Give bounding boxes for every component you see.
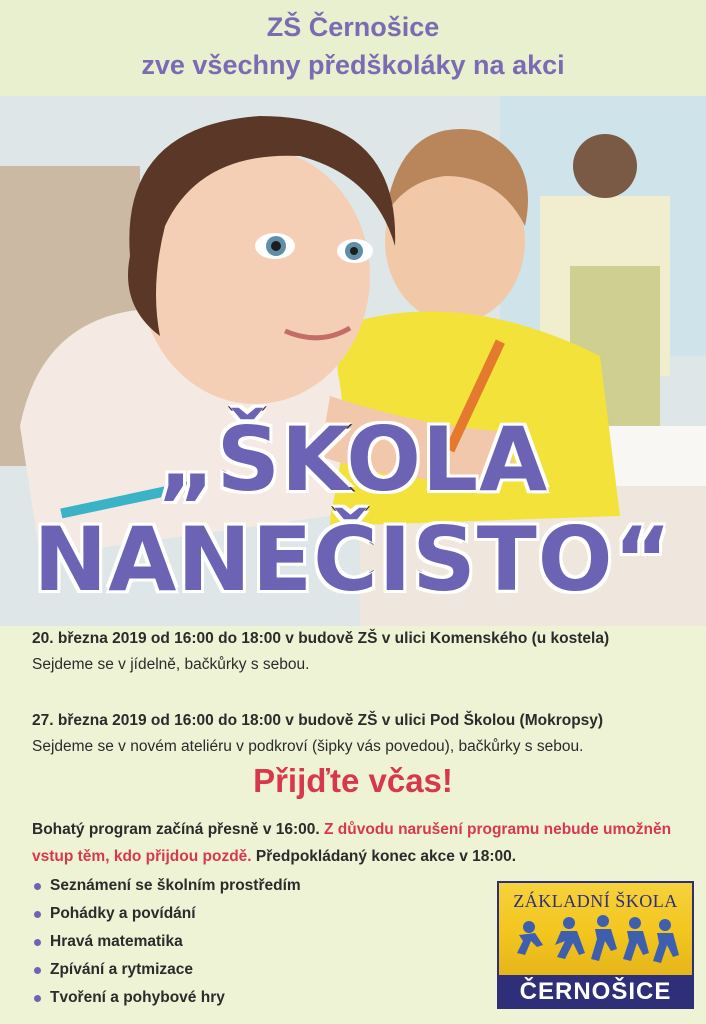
bullet-icon bbox=[34, 883, 41, 890]
logo-bottom-text: ČERNOŠICE bbox=[519, 978, 672, 1005]
title-line-2: NANEČISTO“ bbox=[33, 508, 673, 611]
bullet-icon bbox=[34, 939, 41, 946]
header-invitation: zve všechny předškoláky na akci bbox=[141, 50, 565, 80]
logo-bottom bbox=[499, 975, 692, 1007]
event-2 bbox=[32, 712, 603, 756]
come-on-time-heading: Přijďte včas! bbox=[253, 762, 453, 799]
list-item: Zpívání a rytmizace bbox=[34, 956, 301, 984]
list-item: Tvoření a pohybové hry bbox=[34, 984, 301, 1012]
header-school-name: ZŠ Černošice bbox=[266, 12, 440, 42]
event-1-when: 20. března 2019 od 16:00 do 18:00 v budově ZŠ v ulici Komenského (u kostela) bbox=[32, 630, 610, 647]
program-info bbox=[32, 816, 697, 870]
logo-top bbox=[499, 883, 692, 975]
event-2-when: 27. března 2019 od 16:00 do 18:00 v budově ZŠ v ulici Pod Školou (Mokropsy) bbox=[32, 712, 604, 729]
program-start: Bohatý program začíná přesně v 16:00. bbox=[32, 821, 325, 838]
header bbox=[0, 0, 706, 96]
activity-list bbox=[34, 872, 301, 1012]
program-late-warning: Z důvodu narušení programu nebude umožněn vstup těm, kdo přijdou pozdě. bbox=[32, 821, 672, 865]
list-item: Hravá matematika bbox=[34, 928, 301, 956]
bullet-icon bbox=[34, 911, 41, 918]
program-end: Předpokládaný konec akce v 18:00. bbox=[251, 848, 517, 865]
list-item: Pohádky a povídání bbox=[34, 900, 301, 928]
bullet-icon bbox=[34, 967, 41, 974]
title-line-1: „ŠKOLA bbox=[157, 408, 549, 511]
event-1-note: Sejdeme se v jídelně, bačkůrky s sebou. bbox=[32, 656, 310, 673]
running-children-icon bbox=[499, 883, 692, 975]
event-1 bbox=[32, 630, 609, 674]
list-item: Seznámení se školním prostředím bbox=[34, 872, 301, 900]
bullet-icon bbox=[34, 995, 41, 1002]
school-logo bbox=[497, 881, 694, 1009]
event-2-note: Sejdeme se v novém ateliéru v podkroví (šipky vás povedou), bačkůrky s sebou. bbox=[32, 738, 584, 755]
logo-top-text: ZÁKLADNÍ ŠKOLA bbox=[513, 891, 678, 911]
